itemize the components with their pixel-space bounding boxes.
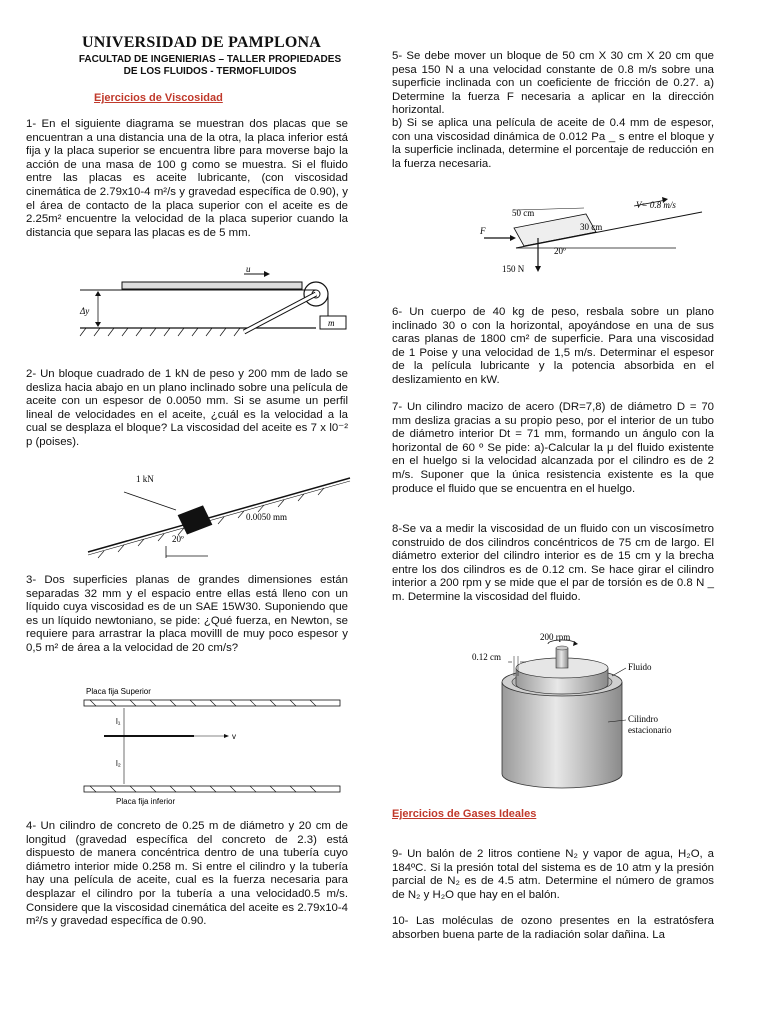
figure-8-viscometer [472, 632, 714, 790]
figure-1-plates-pulley [76, 264, 356, 344]
weight-150n-label: 150 N [502, 264, 525, 274]
force-f-label: F [480, 226, 486, 236]
problem-7-text: 7- Un cilindro macizo de acero (DR=7,8) de diámetro D = 70 mm desliza gracias a su propio peso, por el interior de un tubo de diámetro interior Dt = 71 mm, formando un ángulo con la horizontal de 60 º Se pide: a)-Calcular la μ del fluido existente en el huelgo si la velocidad alcanzada por el cilindro es de 2 m/s. Suponer que la única resistencia existente es la que produce el fluido que se encuentra en el huelgo. [392, 401, 714, 495]
thickness-label: 0.0050 mm [246, 512, 288, 522]
delta-y-label: Δy [80, 306, 90, 316]
section-viscosity-heading: Ejercicios de Viscosidad [94, 92, 223, 104]
section-gases-heading: Ejercicios de Gases Ideales [392, 808, 537, 820]
length-50cm-label: 50 cm [512, 208, 535, 218]
university-title: UNIVERSIDAD DE PAMPLONA [82, 34, 321, 51]
gap-l2-label: l₂ [116, 759, 121, 768]
stationary-cylinder-label-2: estacionario [628, 725, 672, 735]
figure-2-block-incline [84, 468, 354, 558]
problem-3-text: 3- Dos superficies planas de grandes dimensiones están separadas 32 mm y el espacio entre ellas está lleno con un líquido cuya viscosidad es de un SAE 15W30. Suponiendo que es un líquido newtoniano, se pide: ¿Qué fuerza, en Newton, se requiere para arrastrar la placa movilll de muy poco espesor y 0,5 m² de área a la velocidad de 20 cm/s? [26, 574, 348, 654]
problem-5b-text: b) Si se aplica una película de aceite de 0.4 mm de espesor, con una viscosidad dinámica de 0.012 Pa _ s entre el bloque y la superficie inclinada, determine el porcentaje de reducción en la fuerza necesaria. [392, 117, 714, 170]
fluid-label: Fluido [628, 662, 652, 672]
stationary-cylinder-label-1: Cilindro [628, 714, 659, 724]
velocity-label: V= 0.8 m/s [636, 200, 676, 210]
incline-20-label: 20º [554, 246, 566, 256]
faculty-line-2: DE LOS FLUIDOS - TERMOFLUIDOS [123, 66, 297, 77]
weight-1kn-label: 1 kN [136, 474, 154, 484]
top-plate-label: Placa fija Superior [86, 687, 151, 696]
width-30cm-label: 30 cm [580, 222, 603, 232]
problem-5a-text: 5- Se debe mover un bloque de 50 cm X 30 cm X 20 cm que pesa 150 N a una velocidad constante de 0.8 m/s sobre una superficie inclinada con un coeficiente de fricción de 0.27. a) Determine la fuerza F necesaria a aplicar en la dirección horizontal. [392, 50, 714, 117]
problem-4-text: 4- Un cilindro de concreto de 0.25 m de diámetro y 20 cm de longitud (gravedad específica del concreto de 2.3) está dispuesto de manera concéntrica dentro de una tubería cuyo diámetro interior mide 0.258 m. Si entre el cilindro y la tubería hay una película de aceite, cual es la fuerza necesaria para desplazar el cilindro por la tubería a una velocidad0.5 m/s. Considere que la viscosidad cinemática del aceite es 2.79x10-4 m²/s y gravedad específica de 0.90. [26, 820, 348, 928]
problem-6-text: 6- Un cuerpo de 40 kg de peso, resbala sobre un plano inclinado 30 o con la horizontal, apoyándose en una de sus caras planas de 1800 cm² de superficie. Para una viscosidad de 1 Poise y una velocidad de 1,5 m/s. Determinar el espesor de la película lubricante y la potencia absorbida en el deslizamiento en kW. [392, 306, 714, 386]
mass-m-label: m [328, 318, 335, 328]
rpm-label: 200 rpm [540, 632, 571, 642]
velocity-v-label: v [232, 732, 236, 741]
faculty-line-1: FACULTAD DE INGENIERIAS – TALLER PROPIEDADES [78, 54, 342, 65]
problem-9-text: 9- Un balón de 2 litros contiene N₂ y vapor de agua, H₂O, a 184ºC. Si la presión total del sistema es de 10 atm y la presión parcial de N₂ es de 4.5 atm. Determine el número de gramos de N₂ y H₂O que hay en el balón. [392, 848, 714, 901]
figure-5-block-force [476, 198, 706, 278]
problem-10-text: 10- Las moléculas de ozono presentes en la estratósfera absorben buena parte de la radiación solar dañina. La [392, 915, 714, 941]
problem-8-text: 8-Se va a medir la viscosidad de un fluido con un viscosímetro construido de dos cilindros concéntricos de 75 cm de largo. El diámetro exterior del cilindro interior es de 15 cm y la brecha entre los dos cilindros es de 0.12 cm. Se hace girar el cilindro interior a 200 rpm y se mide que el par de torsión es de 0.8 N _ m. Determine la viscosidad del fluido. [392, 523, 714, 603]
velocity-u-label: u [246, 264, 251, 274]
gap-012-label: 0.12 cm [472, 652, 501, 662]
incline-angle-label: 20º [172, 534, 184, 544]
bottom-plate-label: Placa fija inferior [116, 797, 176, 806]
figure-3-fixed-plates [84, 684, 344, 808]
problem-2-text: 2- Un bloque cuadrado de 1 kN de peso y 200 mm de lado se desliza hacia abajo en un plano inclinado sobre una película de aceite con un espesor de 0.0050 mm. Si se asume un perfil lineal de velocidades en el aceite, ¿cuál es la velocidad a la cual se desplaza el bloque? La viscosidad del aceite es 7 x l0⁻² p (poises). [26, 368, 348, 448]
gap-l1-label: l₁ [116, 717, 121, 726]
problem-1-text: 1- En el siguiente diagrama se muestran dos placas que se encuentran a una distancia una de la otra, la placa inferior está fija y la placa superior se encuentra libre para moverse bajo la acción de una masa de 100 g como se muestra. Si el fluido entre las placas es aceite lubricante, (con viscosidad cinemática de 2.79x10-4 m²/s y gravedad específica de 0.90), y el área de contacto de la placa superior con el aceite es de 2.25m² encuentre la velocidad de la placa superior cuando la distancia que separa las placas es de 5 mm. [26, 118, 348, 239]
